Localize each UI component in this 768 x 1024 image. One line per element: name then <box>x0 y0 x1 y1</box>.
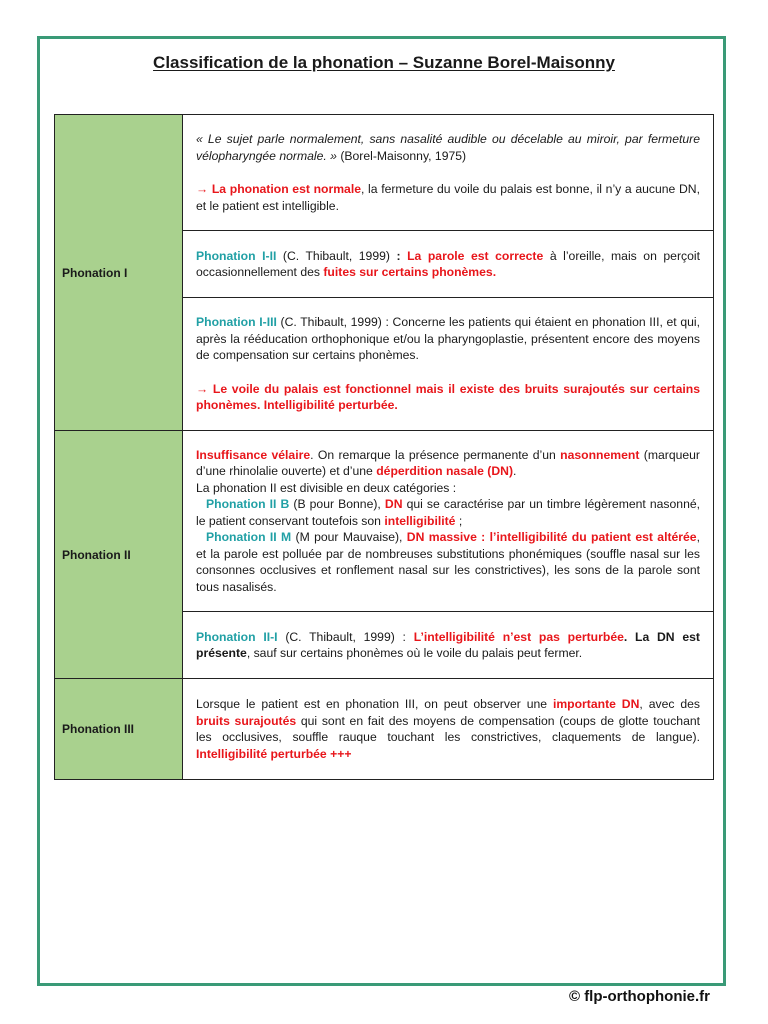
table-row <box>55 115 714 231</box>
label-phonation-iii: Phonation III <box>55 679 183 780</box>
label-phonation-i: Phonation I <box>55 115 183 431</box>
copyright-footer: © flp-orthophonie.fr <box>568 988 710 1005</box>
cell-phonation-ii-def: Insuffisance vélaire. On remarque la présence permanente d’un nasonnement (marqueur d’une rhinolalie ouverte) et d’une déperdition nasale (DN). La phonation II est divisible en deux catégories : Phonation II B (B pour Bonne), DN qui se caractérise par un timbre légèrement nasonné, le patient conservant toutefois son intelligibilité ; Phonation II M (M pour Mauvaise), DN massive : l’intelligibilité du patient est altérée, et la parole est polluée par de nombreuses substitutions phonémiques (souffle nasal sur les consonnes occlusives et ronflement nasal sur les constrictives), les sons de la parole sont tous nasalisés. <box>183 431 714 612</box>
classification-table <box>54 114 714 780</box>
cell-phonation-iii-def: Lorsque le patient est en phonation III, on peut observer une importante DN, avec des bruits surajoutés qui sont en fait des moyens de compensation (coups de glotte touchant les occlusives, souffle rauque touchant les constrictives, claquements de langue). Intelligibilité perturbée +++ <box>183 679 714 780</box>
table-row <box>55 679 714 780</box>
cell-phonation-i-def: « Le sujet parle normalement, sans nasalité audible ou décelable au miroir, par fermeture vélopharyngée normale. » (Borel-Maisonny, 1975) → La phonation est normale, la fermeture du voile du palais est bonne, il n’y a aucune DN, et le patient est intelligible. <box>183 115 714 231</box>
table-row <box>55 431 714 612</box>
label-phonation-ii: Phonation II <box>55 431 183 679</box>
cell-phonation-ii-i: Phonation II-I (C. Thibault, 1999) : L’intelligibilité n’est pas perturbée. La DN est présente, sauf sur certains phonèmes où le voile du palais peut fermer. <box>183 612 714 679</box>
page-title: Classification de la phonation – Suzanne Borel-Maisonny <box>153 53 615 72</box>
cell-phonation-i-iii: Phonation I-III (C. Thibault, 1999) : Concerne les patients qui étaient en phonation III, et qui, après la rééducation orthophonique et/ou la pharyngoplastie, présentent encore des moyens de compensation sur certains phonèmes. → Le voile du palais est fonctionnel mais il existe des bruits surajoutés sur certains phonèmes. Intelligibilité perturbée. <box>183 298 714 431</box>
cell-phonation-i-ii: Phonation I-II (C. Thibault, 1999) : La parole est correcte à l’oreille, mais on perçoit occasionnellement des fuites sur certains phonèmes. <box>183 231 714 298</box>
